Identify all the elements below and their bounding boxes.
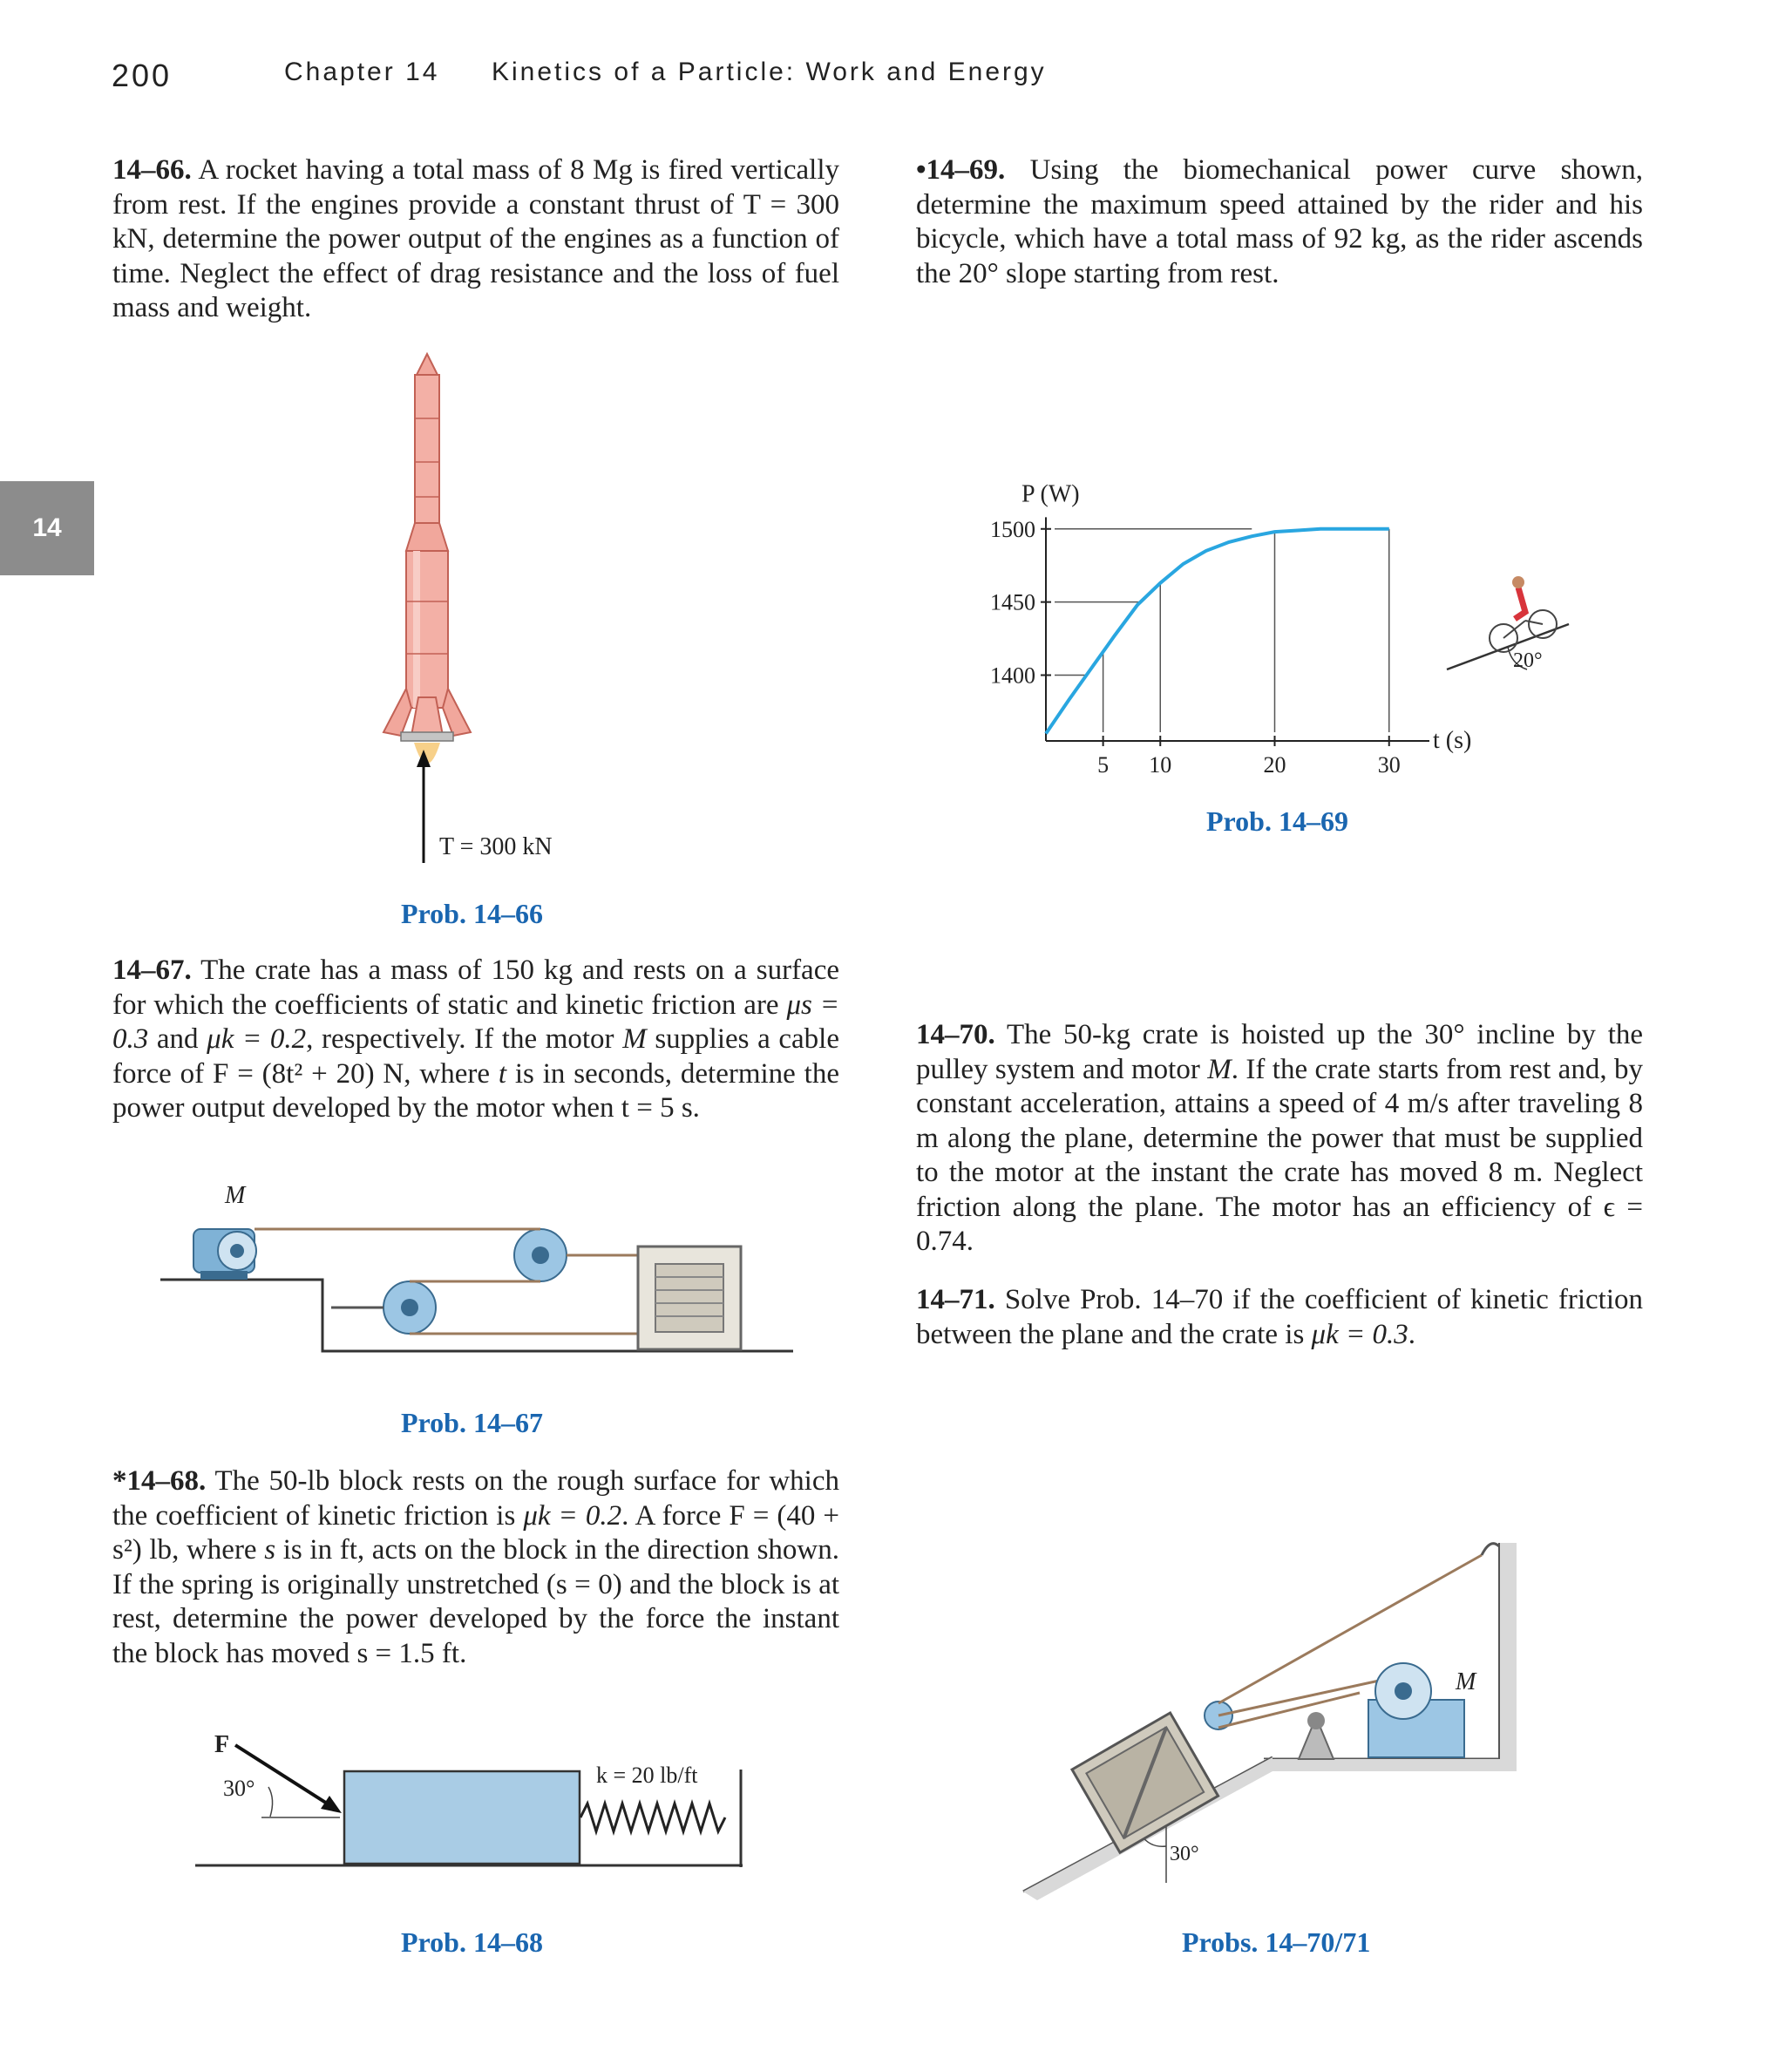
y-tick-label: 1450	[990, 589, 1035, 615]
page-number: 200	[112, 58, 173, 93]
block-spring-figure	[192, 1726, 767, 1874]
time-value: t = 5 s	[621, 1092, 693, 1124]
problem-text: Using the biomechanical power curve shown, determine the maximum speed attained by the rider and his bicycle, which have a total mass of 92 kg, as the rider ascends the 20° slope starting from rest.	[916, 154, 1643, 289]
caption-14-70-71: Probs. 14–70/71	[1182, 1926, 1371, 1958]
s-final: s = 1.5 ft	[356, 1637, 460, 1669]
problem-14-67: 14–67. The crate has a mass of 150 kg and rests on a surface for which the coefficients of static and kinetic friction are μs = 0.3 and μk = 0.2, respectively. If the motor M supplies a cable force of F = (8t² + 20) N, where t is in seconds, determine the power output developed by the motor when t = 5 s.	[112, 954, 839, 1124]
y-tick-label: 1500	[990, 516, 1035, 542]
angle-label: 30°	[223, 1776, 255, 1801]
chapter-tab: 14	[0, 481, 94, 575]
problem-number: •14–69.	[916, 154, 1006, 186]
problem-text: A rocket having a total mass of 8 Mg is fired vertically from rest. If the engines provide a constant thrust of T = 300 kN, determine the power output of the engines as a function of time. Neglect the effect of drag resistance and the loss of fuel mass and weight.	[112, 154, 839, 323]
s-initial: s = 0	[555, 1568, 613, 1600]
spring-constant-label: k = 20 lb/ft	[596, 1763, 698, 1788]
x-tick-label: 10	[1149, 752, 1172, 778]
caption-14-66: Prob. 14–66	[401, 898, 543, 929]
problem-text: supplies a cable force of	[112, 1023, 839, 1090]
problem-14-71: 14–71. Solve Prob. 14–70 if the coefficient of kinetic friction between the plane and the crate is μk = 0.3.	[916, 1284, 1643, 1350]
problem-number: 14–70.	[916, 1019, 995, 1050]
caption-14-68: Prob. 14–68	[401, 1926, 543, 1958]
force-equation: F = (40 + s²) lb	[112, 1499, 839, 1566]
motor-symbol: M	[622, 1023, 647, 1055]
problem-text: . A force	[621, 1499, 730, 1532]
x-tick-label: 5	[1097, 752, 1110, 778]
x-tick-label: 20	[1263, 752, 1286, 778]
x-tick-label: 30	[1377, 752, 1401, 778]
s-symbol: s	[264, 1534, 276, 1566]
problem-number: 14–71.	[916, 1284, 995, 1315]
problem-14-69	[916, 153, 1643, 291]
problem-text: The crate has a mass of 150 kg and rests on a surface for which the coefficients of static and kinetic friction are	[112, 954, 839, 1021]
problem-number: 14–67.	[112, 954, 192, 986]
problem-number: *14–68.	[112, 1465, 207, 1497]
incline-angle-label: 30°	[1170, 1843, 1199, 1865]
problem-text: , respectively. If the motor	[306, 1023, 623, 1055]
chapter-title: Kinetics of a Particle: Work and Energy	[492, 58, 1047, 86]
problem-text: ) and the block is at rest, determine the power developed by the force the instant the block has moved	[112, 1568, 840, 1669]
problem-14-68: *14–68. The 50-lb block rests on the rough surface for which the coefficient of kinetic friction is μk = 0.2. A force F = (40 + s²) lb, where s is in ft, acts on the block in the direction shown. If the spring is originally unstretched (s = 0) and the block is at rest, determine the power developed by the force the instant the block has moved s = 1.5 ft.	[112, 1465, 840, 1669]
motor-label: M	[225, 1182, 246, 1209]
motor-label: M	[1456, 1668, 1476, 1695]
x-axis-label: t (s)	[1433, 727, 1472, 754]
slope-angle-label: 20°	[1513, 649, 1543, 672]
caption-14-69: Prob. 14–69	[1206, 805, 1348, 837]
time-symbol: t	[498, 1057, 507, 1090]
chapter-label: Chapter 14	[284, 58, 440, 86]
problem-text: and	[148, 1023, 207, 1055]
y-tick-label: 1400	[990, 662, 1035, 689]
rocket-figure	[366, 349, 593, 872]
y-axis-label: P (W)	[1021, 480, 1080, 508]
problem-text: The 50-kg crate is hoisted up the 30° incline by the pulley system and motor	[916, 1019, 1644, 1085]
problem-14-70: 14–70. The 50-kg crate is hoisted up the 30° incline by the pulley system and motor M. If the crate starts from rest and, by constant acceleration, attains a speed of 4 m/s after traveling 8 m along the plane, determine the power that must be supplied to the motor at the instant the crate has moved 8 m. Neglect friction along the plane. The motor has an efficiency of ϵ = 0.74.	[916, 1019, 1644, 1257]
problem-number: 14–66.	[112, 154, 192, 186]
mu-k: μk = 0.2	[523, 1499, 622, 1532]
motor-symbol: M	[1207, 1053, 1232, 1085]
cyclist-figure	[1438, 567, 1578, 680]
problem-14-66	[112, 153, 839, 326]
problem-text: , where	[404, 1057, 499, 1090]
caption-14-67: Prob. 14–67	[401, 1407, 543, 1438]
force-equation: F = (8t² + 20) N	[213, 1057, 404, 1090]
efficiency-value: ϵ = 0.74	[916, 1191, 1643, 1257]
mu-k: μk = 0.2	[207, 1023, 307, 1055]
problem-text: . If the crate starts from rest and, by constant acceleration, attains a speed of 4 m/s after traveling 8 m along the plane, determine the power that must be supplied to the motor at the instant the crate has moved 8 m. Neglect friction along the plane. The motor has an efficiency of	[916, 1053, 1643, 1223]
problem-text: The 50-lb block rests on the rough surface for which the coefficient of kinetic friction is	[112, 1465, 839, 1532]
thrust-label: T = 300 kN	[439, 833, 553, 860]
problem-text: , where	[172, 1534, 265, 1566]
rider-icon	[1515, 588, 1525, 619]
problem-text: is in ft, acts on the block in the direction shown. If the spring is originally unstretched (	[112, 1534, 840, 1600]
power-curve	[1046, 529, 1389, 734]
mu-k: μk = 0.3	[1311, 1318, 1408, 1350]
force-label: F	[214, 1731, 230, 1758]
problem-text: Solve Prob. 14–70 if the coefficient of kinetic friction between the plane and the crate is	[916, 1284, 1643, 1350]
crate-pulley-figure	[157, 1177, 802, 1369]
mu-s: μs = 0.3	[112, 988, 839, 1055]
problem-text: is in seconds, determine the power output developed by the motor when	[112, 1057, 839, 1124]
incline-hoist-figure	[1020, 1517, 1543, 1900]
power-curve-chart	[959, 462, 1482, 793]
